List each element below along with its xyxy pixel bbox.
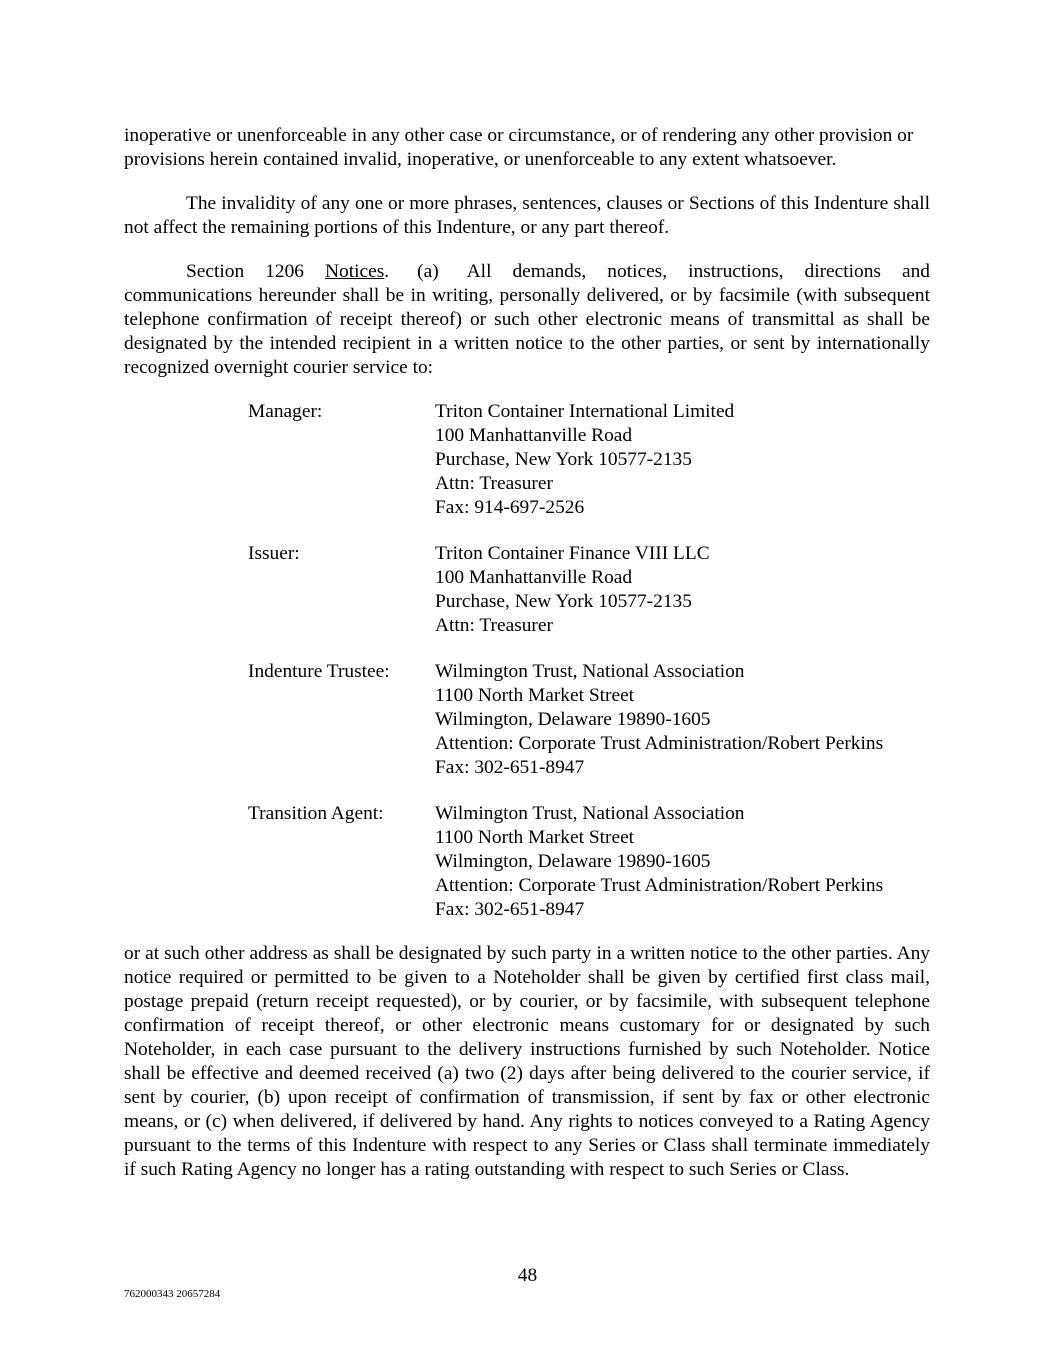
notice-address-list <box>248 400 930 922</box>
notice-address <box>435 802 930 922</box>
address-line: Purchase, New York 10577-2135 <box>435 591 692 612</box>
section-clause: (a) <box>417 261 439 282</box>
address-line: Fax: 302-651-8947 <box>435 757 585 778</box>
address-line: Wilmington, Delaware 19890-1605 <box>435 709 711 730</box>
address-line: 1100 North Market Street <box>435 827 635 848</box>
address-line: 100 Manhattanville Road <box>435 567 633 588</box>
address-line: Attn: Treasurer <box>435 615 553 636</box>
notice-role: Transition Agent: <box>248 803 384 824</box>
address-line: Triton Container International Limited <box>435 401 735 422</box>
notice-block-transition-agent <box>248 802 930 922</box>
notice-role: Manager: <box>248 401 323 422</box>
section-number: Section 1206 <box>186 261 304 282</box>
section-text: All demands, notices, instructions, directions and communications hereunder shall be in writing, personally delivered, or by facsimile (with subsequent telephone confirmation of receipt thereof) or such other electronic means of transmittal as shall be designated by the intended recipient in a written notice to the other parties, or sent by internationally recognized overnight courier service to: <box>124 261 931 378</box>
address-line: Attention: Corporate Trust Administration/Robert Perkins <box>435 733 884 754</box>
notice-role: Indenture Trustee: <box>248 661 390 682</box>
address-line: Wilmington Trust, National Association <box>435 803 745 824</box>
notice-address <box>435 400 930 520</box>
address-line: Purchase, New York 10577-2135 <box>435 449 692 470</box>
address-line: 100 Manhattanville Road <box>435 425 633 446</box>
notice-block-indenture-trustee <box>248 660 930 780</box>
address-line: Wilmington Trust, National Association <box>435 661 745 682</box>
notice-role: Issuer: <box>248 543 300 564</box>
address-line: Fax: 302-651-8947 <box>435 899 585 920</box>
notice-block-manager <box>248 400 930 520</box>
address-line: Fax: 914-697-2526 <box>435 497 585 518</box>
section-title-suffix: . <box>384 261 390 282</box>
address-line: Wilmington, Delaware 19890-1605 <box>435 851 711 872</box>
invalidity-paragraph: The invalidity of any one or more phrases, sentences, clauses or Sections of this Indenture shall not affect the remaining portions of this Indenture, or any part thereof. <box>124 193 930 238</box>
closing-paragraph: or at such other address as shall be designated by such party in a written notice to the other parties. Any notice required or permitted to be given to a Noteholder shall be given by certified first class mail, postage prepaid (return receipt requested), or by courier, or by facsimile, with subsequent telephone confirmation of receipt thereof, or other electronic means customary for or designated by such Noteholder, in each case pursuant to the delivery instructions furnished by such Noteholder. Notice shall be effective and deemed received (a) two (2) days after being delivered to the courier service, if sent by courier, (b) upon receipt of confirmation of transmission, if sent by fax or other electronic means, or (c) when delivered, if delivered by hand. Any rights to notices conveyed to a Rating Agency pursuant to the terms of this Indenture with respect to any Series or Class shall terminate immediately if such Rating Agency no longer has a rating outstanding with respect to such Series or Class. <box>124 943 930 1180</box>
notice-block-issuer <box>248 542 930 638</box>
notice-address <box>435 660 930 780</box>
document-id: 762000343 20657284 <box>124 1288 221 1300</box>
section-title: Notices <box>325 261 385 282</box>
section-1206-paragraph <box>124 260 930 380</box>
continuation-paragraph: inoperative or unenforceable in any other case or circumstance, or of rendering any other provision or provisions herein contained invalid, inoperative, or unenforceable to any extent whatsoever. <box>124 125 914 170</box>
address-line: Triton Container Finance VIII LLC <box>435 543 710 564</box>
address-line: Attention: Corporate Trust Administration/Robert Perkins <box>435 875 884 896</box>
page-number: 48 <box>517 1265 538 1286</box>
address-line: Attn: Treasurer <box>435 473 553 494</box>
address-line: 1100 North Market Street <box>435 685 635 706</box>
document-body <box>124 124 930 1202</box>
notice-address <box>435 542 930 638</box>
